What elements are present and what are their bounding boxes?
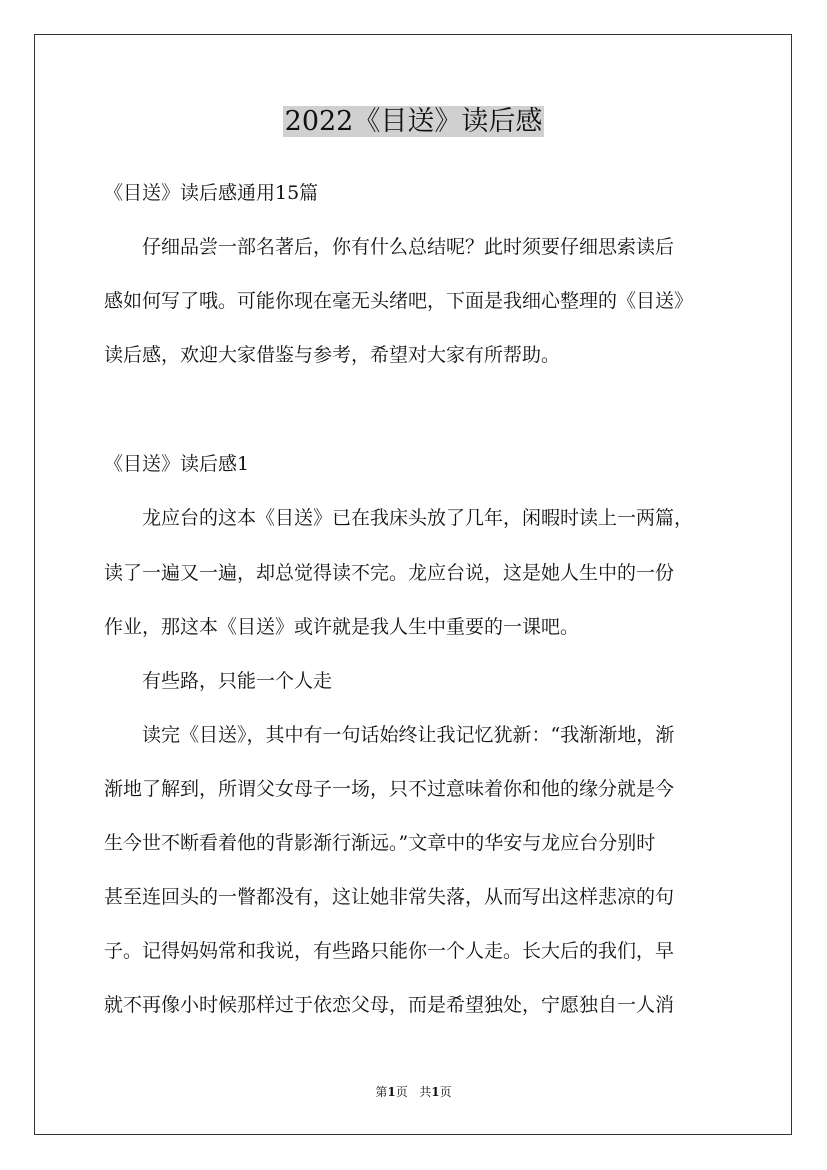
intro-line-3: 读后感，欢迎大家借鉴与参考，希望对大家有所帮助。 — [104, 344, 561, 366]
footer-total-prefix: 共 — [419, 1085, 432, 1099]
footer-total-suffix: 页 — [439, 1085, 452, 1099]
footer-page-number: 1 — [387, 1085, 396, 1099]
section1-para1-line-3: 作业，那这本《目送》或许就是我人生中重要的一课吧。 — [104, 616, 580, 638]
section1-subheading: 有些路，只能一个人走 — [142, 670, 333, 692]
document-title-text: 2022《目送》读后感 — [284, 106, 543, 137]
section1-para2-line-3: 生今世不断看着他的背影渐行渐远。”文章中的华安与龙应台分别时 — [104, 832, 656, 854]
page-footer — [0, 1084, 827, 1100]
section1-para2-line-4: 甚至连回头的一瞥都没有，这让她非常失落，从而写出这样悲凉的句 — [104, 886, 675, 908]
section1-para1-line-1: 龙应台的这本《目送》已在我床头放了几年，闲暇时读上一两篇， — [142, 507, 694, 529]
section1-heading: 《目送》读后感1 — [104, 453, 250, 475]
footer-page-prefix: 第 — [375, 1085, 388, 1099]
intro-line-1: 仔细品尝一部名著后，你有什么总结呢？此时须要仔细思索读后 — [142, 236, 675, 258]
footer-total-number: 1 — [431, 1085, 440, 1099]
document-subtitle: 《目送》读后感通用15篇 — [104, 182, 319, 204]
intro-line-2: 感如何写了哦。可能你现在毫无头绪吧，下面是我细心整理的《目送》 — [104, 290, 694, 312]
section1-para2-line-6: 就不再像小时候那样过于依恋父母，而是希望独处，宁愿独自一人消 — [104, 994, 675, 1016]
document-title — [0, 102, 827, 142]
footer-page-suffix: 页 — [395, 1085, 408, 1099]
section1-para2-line-5: 子。记得妈妈常和我说，有些路只能你一个人走。长大后的我们，早 — [104, 940, 675, 962]
section1-para2-line-1: 读完《目送》，其中有一句话始终让我记忆犹新：“我渐渐地，渐 — [142, 724, 675, 746]
section1-para2-line-2: 渐地了解到，所谓父女母子一场，只不过意味着你和他的缘分就是今 — [104, 778, 675, 800]
section1-para1-line-2: 读了一遍又一遍，却总觉得读不完。龙应台说，这是她人生中的一份 — [104, 562, 675, 584]
